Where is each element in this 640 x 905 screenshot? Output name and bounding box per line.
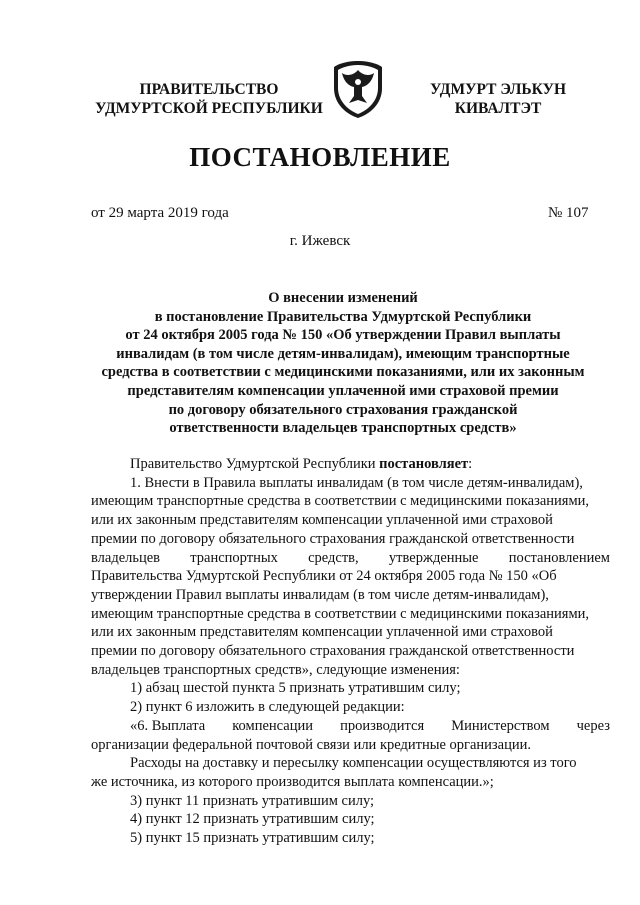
- word: средств,: [308, 549, 359, 566]
- list-item: 4) пункт 12 признать утратившим силу;: [130, 811, 375, 828]
- paragraph-line: премии по договору обязательного страхования гражданской ответственности: [91, 643, 575, 660]
- document-title: ПОСТАНОВЛЕНИЕ: [189, 142, 451, 172]
- document-date: от 29 марта 2019 года: [91, 205, 229, 221]
- subject-line: от 24 октября 2005 года № 150 «Об утверждении Правил выплаты: [125, 327, 561, 344]
- subject-line: инвалидам (в том числе детям-инвалидам), имеющим транспортные: [116, 345, 570, 362]
- paragraph-line: имеющим транспортные средства в соответствии с медицинскими показаниями,: [91, 493, 589, 510]
- paragraph-line: владельцев транспортных средств», следующие изменения:: [91, 661, 460, 678]
- word: постановлением: [508, 549, 610, 566]
- paragraph-line: Правительства Удмуртской Республики от 24 октября 2005 года № 150 «Об: [91, 568, 557, 585]
- udmurt-coat-of-arms-icon: [329, 58, 387, 120]
- word: компенсации: [232, 717, 313, 734]
- intro-paragraph: [91, 455, 610, 474]
- paragraph-line-justified: [91, 717, 610, 736]
- paragraph-line: утверждении Правил выплаты инвалидам (в том числе детям-инвалидам),: [91, 586, 549, 603]
- document-number: № 107: [548, 205, 589, 221]
- header-left-line2: УДМУРТСКОЙ РЕСПУБЛИКИ: [95, 100, 323, 117]
- word: утвержденные: [388, 549, 479, 566]
- intro-text: Правительство Удмуртской Республики: [130, 456, 380, 472]
- subject-line: средства в соответствии с медицинскими показаниями, или их законным: [101, 364, 585, 381]
- paragraph-line: 1. Внести в Правила выплаты инвалидам (в том числе детям-инвалидам),: [130, 474, 583, 491]
- document-subject: [100, 289, 586, 438]
- header-right-line1: УДМУРТ ЭЛЬКУН: [429, 81, 567, 98]
- word: производится: [340, 717, 425, 734]
- paragraph-line: или их законным представителям компенсации уплаченной ими страховой: [91, 512, 553, 529]
- intro-bold: постановляет: [379, 456, 469, 472]
- paragraph-line: организации федеральной почтовой связи или кредитные организации.: [91, 736, 531, 753]
- list-item: 3) пункт 11 признать утратившим силу;: [130, 792, 375, 809]
- word: «6. Выплата: [130, 717, 206, 734]
- subject-line: О внесении изменений: [268, 290, 418, 306]
- header-right-line2: КИВАЛТЭТ: [454, 100, 542, 117]
- header-left-line1: ПРАВИТЕЛЬСТВО: [139, 81, 279, 98]
- header-left: [78, 80, 340, 118]
- list-item: 5) пункт 15 признать утратившим силу;: [130, 830, 375, 847]
- list-item: 2) пункт 6 изложить в следующей редакции:: [130, 699, 405, 716]
- paragraph-line: Расходы на доставку и пересылку компенсации осуществляются из того: [130, 755, 577, 772]
- document-city: г. Ижевск: [289, 233, 351, 249]
- paragraph-line-justified: [91, 549, 610, 568]
- list-item: 1) абзац шестой пункта 5 признать утратившим силу;: [130, 680, 461, 697]
- word: Министерством: [451, 717, 550, 734]
- document-body: [91, 455, 610, 848]
- header-right: [424, 80, 572, 118]
- subject-line: в постановление Правительства Удмуртской Республики: [154, 308, 532, 325]
- word: владельцев: [91, 549, 161, 566]
- paragraph-line: или их законным представителям компенсации уплаченной ими страховой: [91, 624, 553, 641]
- subject-line: по договору обязательного страхования гражданской: [168, 401, 518, 418]
- word: через: [576, 717, 610, 734]
- subject-line: представителям компенсации уплаченной ими страховой премии: [127, 382, 559, 399]
- intro-end: :: [468, 456, 473, 472]
- paragraph-line: премии по договору обязательного страхования гражданской ответственности: [91, 530, 575, 547]
- paragraph-line: имеющим транспортные средства в соответствии с медицинскими показаниями,: [91, 605, 589, 622]
- paragraph-line: же источника, из которого производится выплата компенсации.»;: [91, 773, 494, 790]
- subject-line: ответственности владельцев транспортных средств»: [169, 420, 517, 437]
- word: транспортных: [190, 549, 278, 566]
